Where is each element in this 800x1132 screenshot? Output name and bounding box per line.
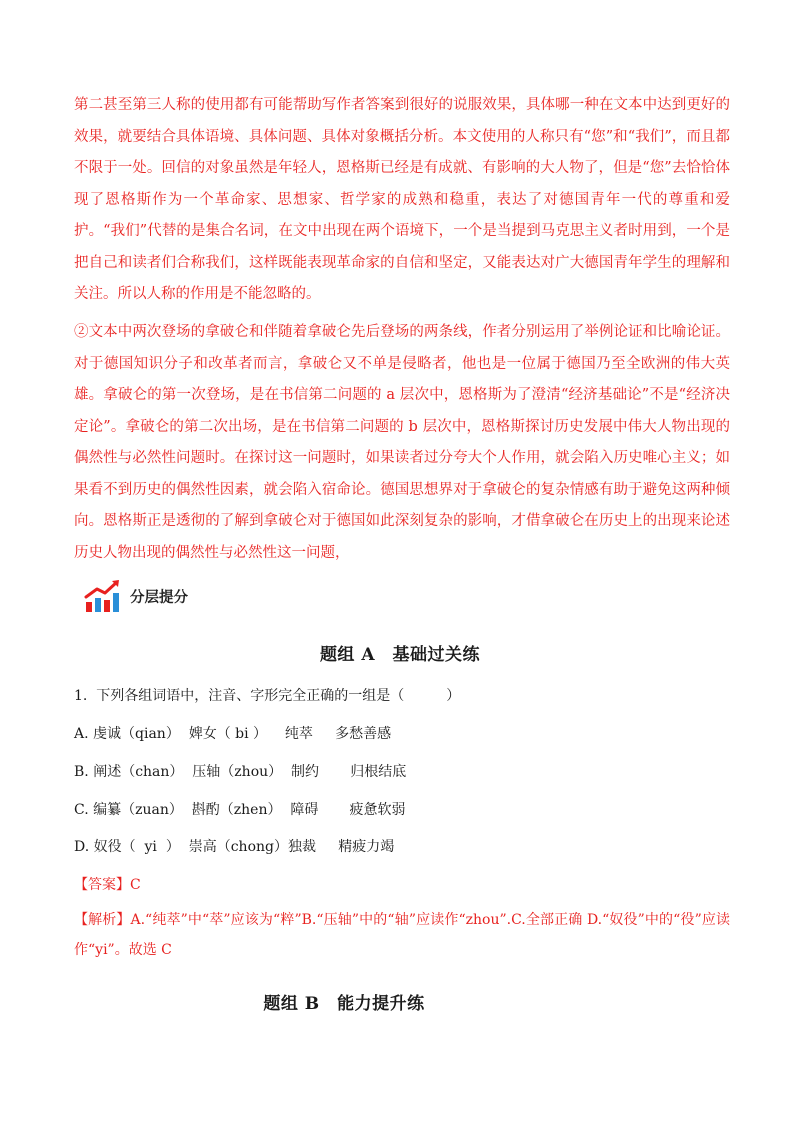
- option-d: D. 奴役（ yi ） 崇高（chong）独裁 精疲力竭: [74, 839, 395, 855]
- analysis-paragraph-2: ②文本中两次登场的拿破仑和伴随着拿破仑先后登场的两条线，作者分别运用了举例论证和比喻论证。对于德国知识分子和改革者而言，拿破仑又不单是侵略者，他也是一位属于德国乃至全欧洲的伟大英雄。拿破仑的第一次登场，是在书信第二问题的 a 层次中，恩格斯为了澄清“经济基础论”不是“经济决定论”。拿破仑的第二次出场，是在书信第二问题的 b 层次中，恩格斯探讨历史发展中伟大人物出现的偶然性与必然性问题时。在探讨这一问题时，如果读者过分夸大个人作用，就会陷入历史唯心主义；如果看不到历史的偶然性因素，就会陷入宿命论。德国思想界对于拿破仑的复杂情感有助于避免这两种倾向。恩格斯正是透彻的了解到拿破仑对于德国如此深刻复杂的影响，才借拿破仑在历史上的出现来论述历史人物出现的偶然性与必然性这一问题，: [74, 324, 730, 561]
- growth-chart-icon: [84, 578, 124, 614]
- group-b-title: 题组 B 能力提升练: [263, 994, 425, 1014]
- group-a-title: 题组 A 基础过关练: [319, 645, 481, 665]
- question-1: 1. 下列各组词语中，注音、字形完全正确的一组是（ ）: [74, 688, 461, 704]
- option-c: C. 编纂（zuan） 斟酌（zhen） 障碍 疲惫软弱: [74, 802, 406, 818]
- option-a: A. 虔诚（qian） 婢女（ bi ） 纯萃 多愁善感: [74, 726, 392, 742]
- analysis-paragraph-1: 第二甚至第三人称的使用都有可能帮助写作者答案到很好的说服效果，具体哪一种在文本中达到更好的效果，就要结合具体语境、具体问题、具体对象概括分析。本文使用的人称只有“您”和“我们”，而且都不限于一处。回信的对象虽然是年轻人，恩格斯已经是有成就、有影响的大人物了，但是“您”去恰恰体现了恩格斯作为一个革命家、思想家、哲学家的成熟和稳重，表达了对德国青年一代的尊重和爱护。“我们”代替的是集合名词，在文中出现在两个语境下，一个是当提到马克思主义者时用到，一个是把自己和读者们合称我们，这样既能表现革命家的自信和坚定，又能表达对广大德国青年学生的理解和关注。所以人称的作用是不能忽略的。: [74, 97, 730, 302]
- section-label: 分层提分: [130, 589, 188, 606]
- section-header: [84, 578, 188, 614]
- explanation: 【解析】A.“纯萃”中“萃”应该为“粹”B.“压轴”中的“轴”应读作“zhou”.C.全部正确 D.“奴役”中的“役”应读作“yi”。故选 C: [74, 912, 730, 958]
- option-b: B. 阐述（chan） 压轴（zhou） 制约 归根结底: [74, 764, 407, 780]
- answer: 【答案】C: [74, 877, 141, 893]
